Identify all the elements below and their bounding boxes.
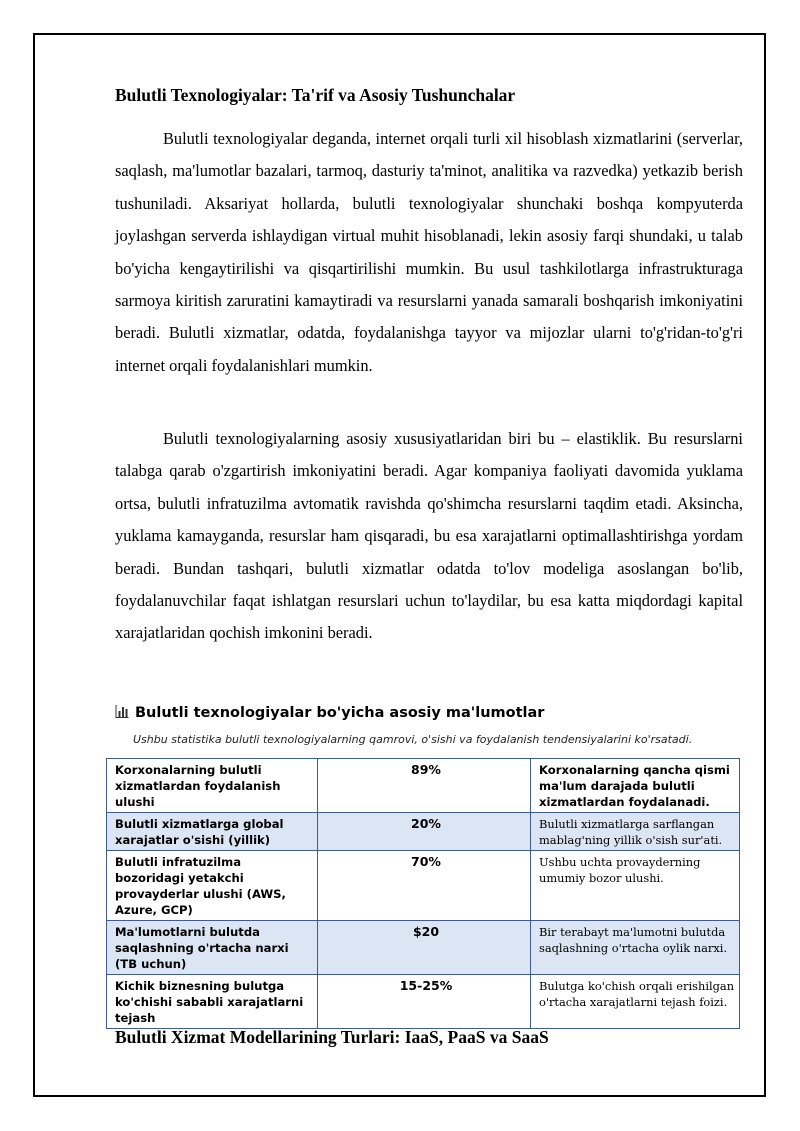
value-cell: 70% [318, 851, 531, 921]
table-row [107, 813, 740, 851]
bar-chart-icon [115, 705, 129, 718]
section-heading-2: Bulutli Xizmat Modellarining Turlari: IaaS, PaaS va SaaS [115, 1027, 549, 1047]
metric-cell: Ma'lumotlarni bulutda saqlashning o'rtacha narxi (TB uchun) [107, 921, 318, 975]
description-cell: Bulutli xizmatlarga sarflangan mablag'ning yillik o'sish sur'ati. [531, 813, 740, 851]
description-cell: Bir terabayt ma'lumotni bulutda saqlashning o'rtacha oylik narxi. [531, 921, 740, 975]
stats-title-text: Bulutli texnologiyalar bo'yicha asosiy ma'lumotlar [135, 705, 545, 721]
value-cell: 15-25% [318, 975, 531, 1029]
description-cell: Korxonalarning qancha qismi ma'lum darajada bulutli xizmatlardan foydalanadi. [531, 759, 740, 813]
table-row [107, 759, 740, 813]
description-cell: Bulutga ko'chish orqali erishilgan o'rtacha xarajatlarni tejash foizi. [531, 975, 740, 1029]
metric-cell: Korxonalarning bulutli xizmatlardan foydalanish ulushi [107, 759, 318, 813]
metric-cell: Kichik biznesning bulutga ko'chishi sababli xarajatlarni tejash [107, 975, 318, 1029]
metric-cell: Bulutli infratuzilma bozoridagi yetakchi provayderlar ulushi (AWS, Azure, GCP) [107, 851, 318, 921]
table-row [107, 851, 740, 921]
body-paragraph: Bulutli texnologiyalar deganda, internet orqali turli xil hisoblash xizmatlarini (serverlar, saqlash, ma'lumotlar bazalari, tarmoq, dasturiy ta'minot, analitika va razvedka) yetkazib berish tushuniladi. Aksariyat hollarda, bulutli texnologiyalar shunchaki boshqa kompyuterda joylashgan serverda ishlaydigan virtual muhit hisoblanadi, lekin asosiy farqi shundaki, u talab bo'yicha kengaytirilishi va qisqartirilishi mumkin. Bu usul tashkilotlarga infrastrukturaga sarmoya kiritish zaruratini kamaytiradi va resurslarni yanada samarali boshqarish imkoniyatini beradi. Bulutli xizmatlar, odatda, foydalanishga tayyor va mijozlar ularni to'g'ridan-to'g'ri internet orqali foydalanishlari mumkin. [115, 129, 743, 375]
table-row [107, 921, 740, 975]
metric-cell: Bulutli xizmatlarga global xarajatlar o'sishi (yillik) [107, 813, 318, 851]
table-row [107, 975, 740, 1029]
value-cell: 89% [318, 759, 531, 813]
section-heading: Bulutli Texnologiyalar: Ta'rif va Asosiy Tushunchalar [115, 85, 516, 105]
description-cell: Ushbu uchta provayderning umumiy bozor ulushi. [531, 851, 740, 921]
body-paragraph: Bulutli texnologiyalarning asosiy xususiyatlaridan biri bu – elastiklik. Bu resurslarni talabga qarab o'zgartirish imkoniyatini beradi. Agar kompaniya faoliyati davomida yuklama ortsa, bulutli infratuzilma avtomatik ravishda qo'shimcha resurslarni taqdim etadi. Aksincha, yuklama kamayganda, resurslar ham qisqaradi, bu esa xarajatlarni optimallashtirishga yordam beradi. Bundan tashqari, bulutli xizmatlar odatda to'lov modeliga asoslangan bo'lib, foydalanuvchilar faqat ishlatgan resurslari uchun to'laydilar, bu esa katta miqdordagi kapital xarajatlaridan qochish imkonini beradi. [115, 429, 743, 643]
value-cell: $20 [318, 921, 531, 975]
value-cell: 20% [318, 813, 531, 851]
stats-table [106, 758, 740, 1029]
stats-caption: Ushbu statistika bulutli texnologiyalarning qamrovi, o'sishi va foydalanish tendensiyalarini ko'rsatadi. [133, 733, 693, 746]
stats-title [115, 705, 743, 721]
document-content [115, 85, 743, 746]
